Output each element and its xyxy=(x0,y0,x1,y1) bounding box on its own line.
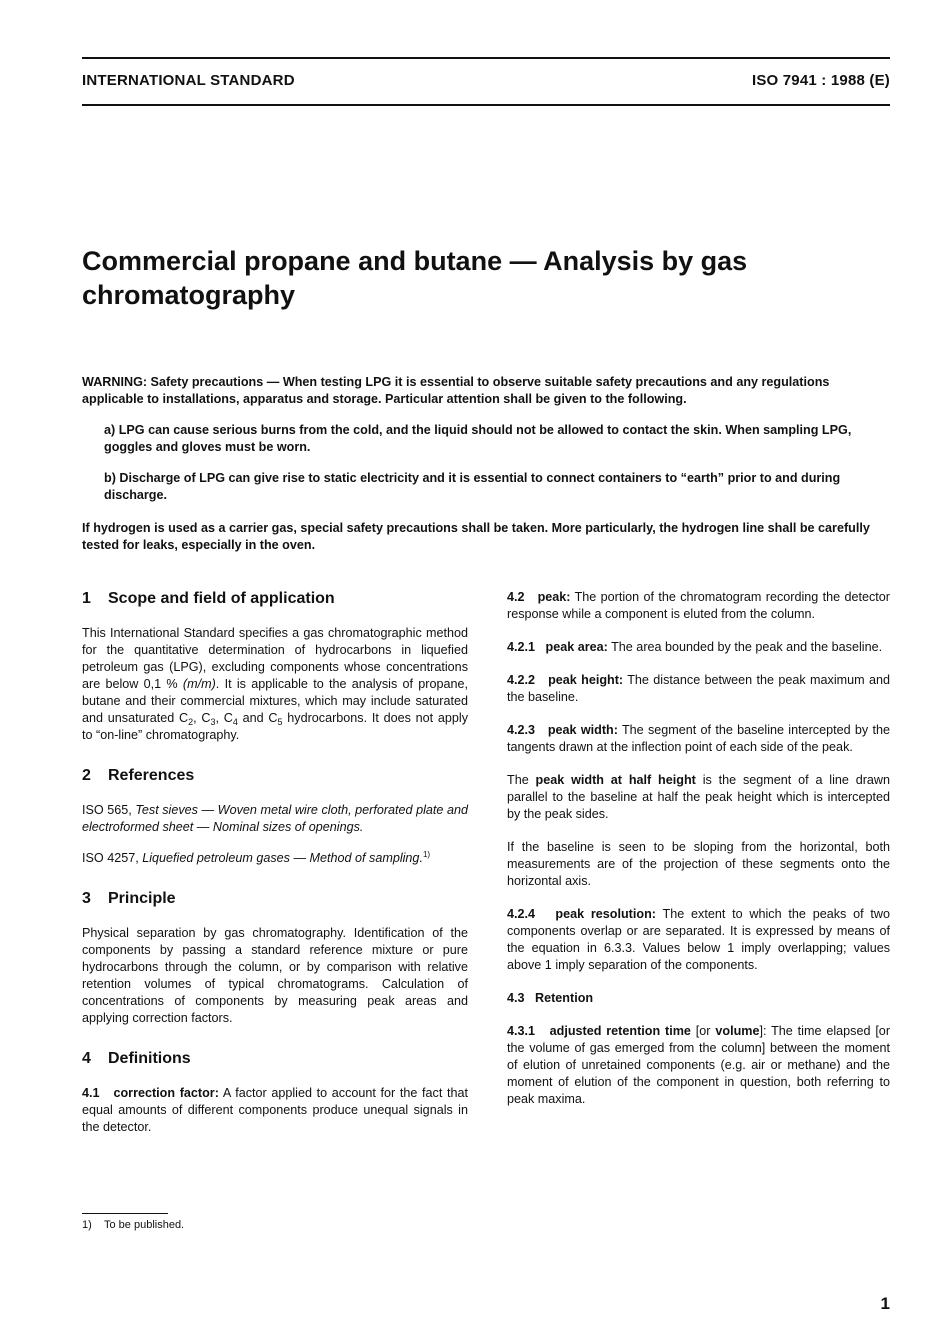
definition-4-2-1 xyxy=(507,639,890,656)
footnote xyxy=(82,1219,184,1231)
definition-4-3-1-close: ]: xyxy=(759,1024,767,1038)
definition-4-3-1-term: adjusted retention time xyxy=(549,1024,691,1038)
section-1-title: Scope and field of application xyxy=(108,590,335,607)
title-line-2: chromatography xyxy=(82,280,296,310)
definition-4-2-4-number: 4.2.4 xyxy=(507,907,536,921)
definition-4-1-term: correction factor: xyxy=(113,1086,219,1100)
warning-item-b: b) Discharge of LPG can give rise to static electricity and it is essential to connect containers to “earth” prior to and during discharge. xyxy=(104,471,841,502)
subsection-4-3-heading xyxy=(507,990,890,1007)
scope-sep-1: , C xyxy=(193,711,211,725)
subscript-5: 5 xyxy=(277,717,283,727)
warning-item-a: a) LPG can cause serious burns from the cold, and the liquid should not be allowed to contact the skin. When sampling LPG, goggles and gloves must be worn. xyxy=(104,423,852,454)
definition-4-1-number: 4.1 xyxy=(82,1086,100,1100)
subscript-3: 3 xyxy=(210,717,216,727)
definition-4-2-term: peak: xyxy=(537,590,571,604)
header-bottom-rule xyxy=(82,104,890,106)
sloping-baseline-note: If the baseline is seen to be sloping from the horizontal, both measurements are of the projection of these segments onto the horizontal axis. xyxy=(507,840,890,888)
reference-iso-4257 xyxy=(82,850,468,867)
definition-4-2-4 xyxy=(507,906,890,974)
right-column xyxy=(507,589,890,1108)
section-1-heading xyxy=(82,589,468,609)
half-height-pre: The xyxy=(507,773,529,787)
safety-warning xyxy=(82,374,890,554)
section-3-title: Principle xyxy=(108,890,176,907)
reference-iso-565 xyxy=(82,802,468,836)
header-standard-label: INTERNATIONAL STANDARD xyxy=(82,72,295,89)
definition-4-2-3-text: The segment of the baseline intercepted by the tangents drawn at the inflection point of each side of the peak. xyxy=(507,723,890,754)
scope-text-c: hydrocarbons. It does not apply to “on-line” chromatography. xyxy=(82,711,469,742)
scope-sep-3: and C xyxy=(237,711,278,725)
definition-4-2-1-number: 4.2.1 xyxy=(507,640,536,654)
definition-4-3-1-text: The time elapsed [or the volume of gas emerged from the column] between the moment of elution of unretained components (e.g. air or methane) and the moment of elution of the component in question, both referring to peak maxima. xyxy=(507,1024,891,1106)
reference-1-code: ISO 565, xyxy=(82,803,132,817)
header-document-number: ISO 7941 : 1988 (E) xyxy=(751,72,890,89)
scope-sep-2: , C xyxy=(215,711,233,725)
section-2-number: 2 xyxy=(82,767,91,784)
definition-4-2-2-number: 4.2.2 xyxy=(507,673,536,687)
definition-4-2-4-term: peak resolution: xyxy=(555,907,656,921)
section-3-heading xyxy=(82,889,468,909)
left-column xyxy=(82,589,468,1136)
definition-4-2-number: 4.2 xyxy=(507,590,525,604)
scope-text-a: This International Standard specifies a gas chromatographic method for the quantitative determination of hydrocarbons in liquefied petroleum gas (LPG), excluding components whose concentrations are below 0,1 % xyxy=(82,626,468,691)
peak-width-half-height xyxy=(507,772,890,823)
reference-2-code: ISO 4257, xyxy=(82,851,139,865)
subscript-4: 4 xyxy=(232,717,238,727)
section-4-title: Definitions xyxy=(108,1050,191,1067)
scope-text-b: . It is applicable to the analysis of propane, butane and their commercial mixtures, which may include saturated and unsaturated C xyxy=(82,677,469,725)
header-top-rule xyxy=(82,57,890,59)
definition-4-2 xyxy=(507,589,890,623)
definition-4-2-4-text: The extent to which the peaks of two components overlap or are separated. It is expressed by means of the equation in 6.3.3. Values below 1 imply overlapping; values above 1 imply separation of the components. xyxy=(507,907,890,972)
warning-hydrogen: If hydrogen is used as a carrier gas, special safety precautions shall be taken. More particularly, the hydrogen line shall be carefully tested for leaks, especially in the oven. xyxy=(82,521,870,552)
definition-4-2-3-number: 4.2.3 xyxy=(507,723,536,737)
scope-unit: (m/m) xyxy=(182,677,216,691)
definition-4-2-2 xyxy=(507,672,890,706)
section-1-body xyxy=(82,625,468,744)
reference-1-title: Test sieves — Woven metal wire cloth, perforated plate and electroformed sheet — Nominal sizes of openings. xyxy=(82,803,469,834)
subsection-4-3-title: Retention xyxy=(535,991,594,1005)
definition-4-3-1 xyxy=(507,1023,890,1108)
definition-4-2-1-text: The area bounded by the peak and the baseline. xyxy=(611,640,883,654)
subscript-2: 2 xyxy=(188,717,194,727)
reference-2-title: Liquefied petroleum gases — Method of sampling. xyxy=(142,851,423,865)
footnote-number: 1) xyxy=(82,1219,92,1231)
definition-4-3-1-or: [or xyxy=(695,1024,711,1038)
section-4-number: 4 xyxy=(82,1050,91,1067)
half-height-term: peak width at half height xyxy=(535,773,696,787)
definition-4-2-text: The portion of the chromatogram recording the detector response while a component is eluted from the column. xyxy=(507,590,890,621)
section-2-heading xyxy=(82,766,468,786)
section-1-number: 1 xyxy=(82,590,91,607)
definition-4-2-2-text: The distance between the peak maximum and the baseline. xyxy=(507,673,890,704)
definition-4-2-1-term: peak area: xyxy=(545,640,608,654)
warning-intro: WARNING: Safety precautions — When testing LPG it is essential to observe suitable safety precautions and any regulations applicable to installations, apparatus and storage. Particular attention shall be given to the following. xyxy=(82,375,830,406)
title-line-1: Commercial propane and butane — Analysis by gas xyxy=(82,246,748,276)
section-4-heading xyxy=(82,1049,468,1069)
section-3-body: Physical separation by gas chromatography. Identification of the components by passing a standard reference mixture or pure hydrocarbons through the column, or by comparison with relative retention volumes of typical chromatograms. Calculation of concentrations of components by measuring peak areas and applying correction factors. xyxy=(82,926,468,1025)
subsection-4-3-number: 4.3 xyxy=(507,991,525,1005)
definition-4-3-1-volume: volume xyxy=(715,1024,760,1038)
document-title xyxy=(82,244,882,312)
definition-4-2-3 xyxy=(507,722,890,756)
definition-4-2-3-term: peak width: xyxy=(547,723,618,737)
section-3-number: 3 xyxy=(82,890,91,907)
footnote-text: To be published. xyxy=(104,1219,185,1231)
section-2-title: References xyxy=(108,767,195,784)
half-height-text: is the segment of a line drawn parallel to the baseline at half the peak height which is intercepted by the peak sides. xyxy=(507,773,891,821)
definition-4-1 xyxy=(82,1085,468,1136)
footnote-rule xyxy=(82,1213,168,1214)
definition-4-1-text: A factor applied to account for the fact that equal amounts of different components produce unequal signals in the detector. xyxy=(82,1086,468,1134)
page-number: 1 xyxy=(880,1294,890,1313)
definition-4-2-2-term: peak height: xyxy=(548,673,624,687)
footnote-marker: 1) xyxy=(422,850,431,859)
definition-4-3-1-number: 4.3.1 xyxy=(507,1024,536,1038)
